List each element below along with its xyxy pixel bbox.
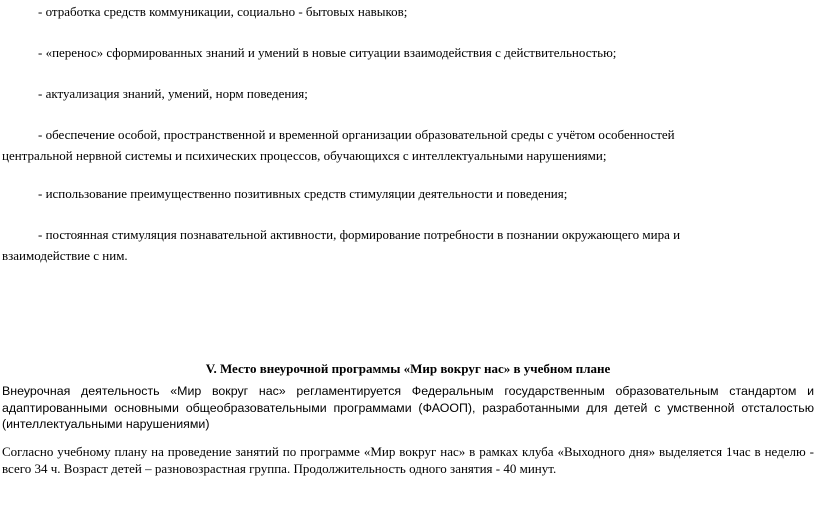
vertical-spacer [0, 287, 816, 361]
bullet-item-wrapped-first-line: - обеспечение особой, пространственной и временной организации образовательной среды с учётом особенностей [38, 126, 675, 142]
bullet-item: - «перенос» сформированных знаний и умений в новые ситуации взаимодействия с действительностью; [38, 44, 617, 60]
body-paragraph: Согласно учебному плану на проведение занятий по программе «Мир вокруг нас» в рамках клуба «Выходного дня» выделяется 1час в неделю - всего 34 ч. Возраст детей – разновозрастная группа. Продолжительность одного занятия - 40 минут. [2, 443, 814, 477]
body-paragraph: Внеурочная деятельность «Мир вокруг нас» регламентируется Федеральным государственным образовательным стандартом и адаптированными основными общеобразовательными программами (ФАООП), разработанными для детей с умственной отсталостью (интеллектуальными нарушениями) [2, 384, 814, 432]
bullet-item: - отработка средств коммуникации, социально - бытовых навыков; [38, 4, 408, 19]
bullet-item: - использование преимущественно позитивных средств стимуляции деятельности и поведения; [38, 186, 568, 202]
bullet-item: - актуализация знаний, умений, норм поведения; [38, 85, 308, 101]
section-heading: V. Место внеурочной программы «Мир вокруг нас» в учебном плане [205, 361, 611, 377]
bullet-item-wrapped-second-line: центральной нервной системы и психических процессов, обучающихся с интеллектуальными нарушениями; [2, 147, 607, 163]
bullet-item-wrapped-second-line: взаимодействие с ним. [2, 248, 128, 264]
bullet-item-wrapped-first-line: - постоянная стимуляция познавательной активности, формирование потребности в познании окружающего мира и [38, 227, 681, 243]
